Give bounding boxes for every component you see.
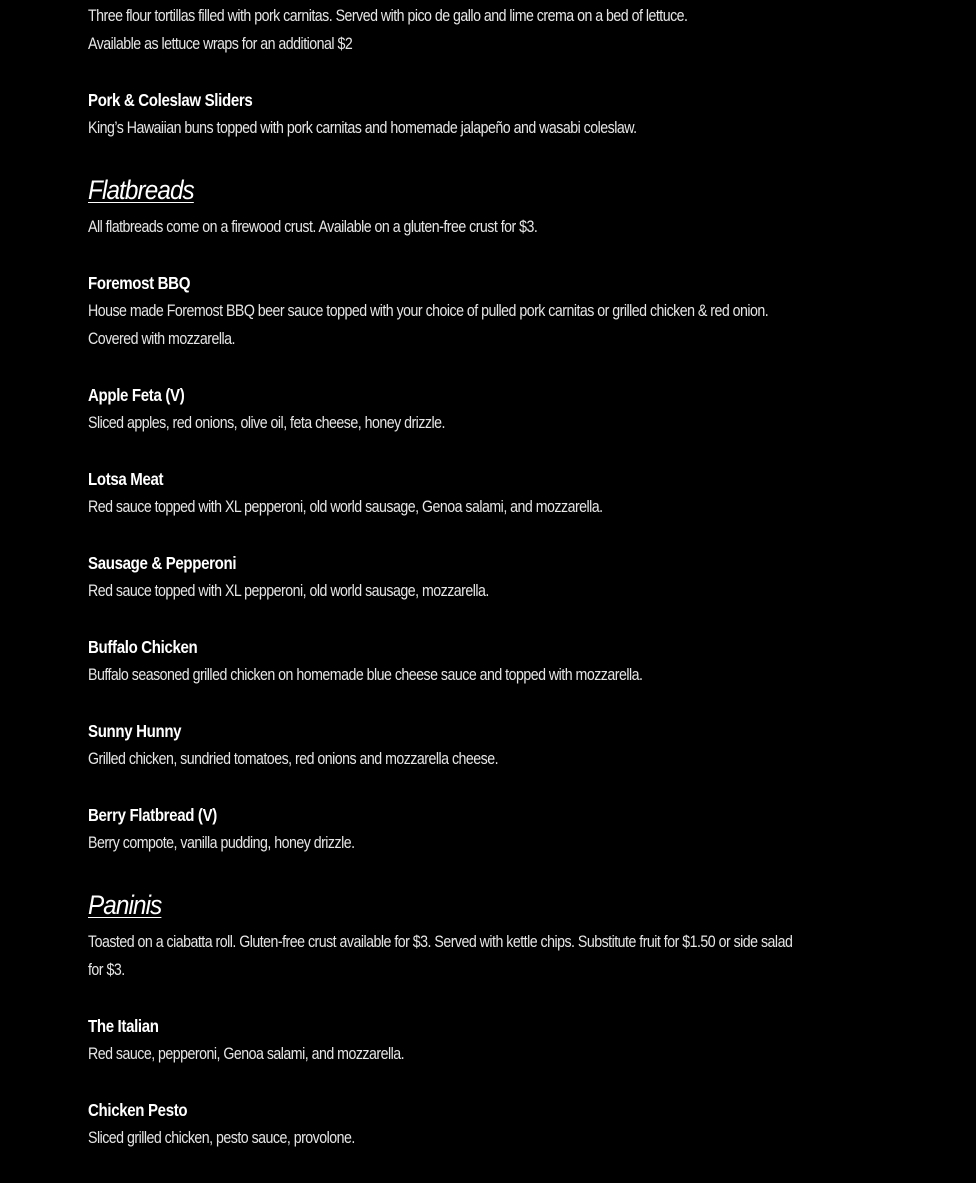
menu-item-title: Sausage & Pepperoni [88, 553, 237, 573]
menu-item-title: Lotsa Meat [88, 469, 164, 489]
menu-item-title: Chicken Pesto [88, 1100, 188, 1120]
section-intro: All flatbreads come on a firewood crust. Available on a gluten-free crust for $3. [88, 218, 538, 236]
item-description: Grilled chicken, sundried tomatoes, red onions and mozzarella cheese. [88, 750, 499, 768]
item-description: Buffalo seasoned grilled chicken on homemade blue cheese sauce and topped with mozzarella. [88, 666, 643, 684]
item-description: Red sauce topped with XL pepperoni, old world sausage, mozzarella. [88, 582, 489, 600]
section-heading-paninis: Paninis [88, 890, 162, 920]
item-description: House made Foremost BBQ beer sauce topped with your choice of pulled pork carnitas or grilled chicken & red onion. [88, 302, 769, 320]
section-heading-flatbreads: Flatbreads [88, 175, 194, 205]
item-description: King’s Hawaiian buns topped with pork carnitas and homemade jalapeño and wasabi coleslaw. [88, 119, 637, 137]
item-description: Sliced apples, red onions, olive oil, feta cheese, honey drizzle. [88, 414, 445, 432]
item-description: Red sauce topped with XL pepperoni, old world sausage, Genoa salami, and mozzarella. [88, 498, 603, 516]
item-description: Covered with mozzarella. [88, 330, 235, 348]
menu-item-title: Pork & Coleslaw Sliders [88, 90, 253, 110]
item-description: Available as lettuce wraps for an additional $2 [88, 35, 353, 53]
menu-item-title: Foremost BBQ [88, 273, 191, 293]
item-description: Berry compote, vanilla pudding, honey drizzle. [88, 834, 355, 852]
menu-item-title: The Italian [88, 1016, 159, 1036]
menu-item-title: Berry Flatbread (V) [88, 805, 217, 825]
menu-item-title: Buffalo Chicken [88, 637, 198, 657]
item-description: Red sauce, pepperoni, Genoa salami, and mozzarella. [88, 1045, 405, 1063]
section-intro: Toasted on a ciabatta roll. Gluten-free crust available for $3. Served with kettle chips. Substitute fruit for $1.50 or side salad [88, 933, 793, 951]
section-intro: for $3. [88, 961, 125, 979]
menu-item-title: Apple Feta (V) [88, 385, 185, 405]
item-description: Three flour tortillas filled with pork carnitas. Served with pico de gallo and lime crema on a bed of lettuce. [88, 7, 688, 25]
item-description: Sliced grilled chicken, pesto sauce, provolone. [88, 1129, 355, 1147]
menu-item-title: Sunny Hunny [88, 721, 182, 741]
